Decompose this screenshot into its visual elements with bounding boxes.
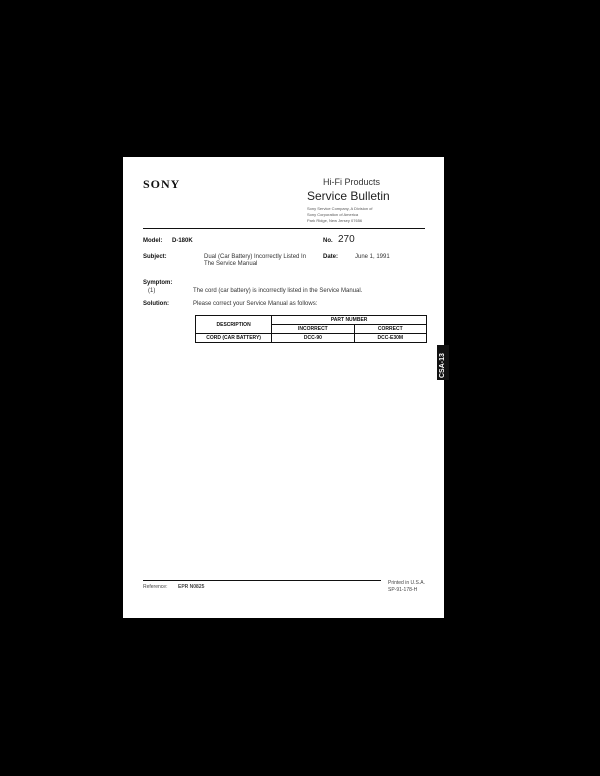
footer-print-note: Printed in U.S.A. (388, 580, 425, 586)
sony-logo: SONY (143, 177, 181, 191)
subject-label: Subject: (143, 254, 167, 260)
reference-value: EPR N0825 (178, 584, 205, 590)
correct-header: CORRECT (354, 325, 426, 334)
footer-code: SP-91-178-H (388, 587, 418, 593)
notice-line: Park Ridge, New Jersey 07656 (307, 218, 363, 223)
notice-line: Sony Corporation of America (307, 212, 359, 217)
symptom-label: Symptom: (143, 280, 173, 286)
product-line: Hi-Fi Products (323, 177, 381, 187)
date-label: Date: (323, 254, 339, 260)
no-label: No. (323, 238, 333, 244)
incorrect-header: INCORRECT (272, 325, 354, 334)
bulletin-number: 270 (338, 234, 355, 245)
subject-value: The Service Manual (204, 261, 258, 267)
description-header: DESCRIPTION (196, 316, 272, 334)
solution-text: Please correct your Service Manual as follows: (193, 301, 318, 307)
header-rule (143, 228, 425, 229)
footer-rule (143, 580, 381, 581)
table-row (196, 334, 427, 343)
side-code: CSA-13 (439, 353, 446, 378)
notice-line: Sony Service Company, A Division of (307, 206, 373, 211)
solution-label: Solution: (143, 301, 169, 307)
side-category: Discman (439, 314, 446, 342)
subject-value: Dual (Car Battery) Incorrectly Listed In (204, 254, 307, 260)
parts-table (195, 315, 427, 343)
row-incorrect: DCC-90 (272, 334, 354, 343)
part-number-header: PART NUMBER (272, 316, 427, 325)
row-correct: DCC-E30M (354, 334, 426, 343)
side-code-tab (437, 345, 449, 380)
doc-type: Service Bulletin (307, 189, 390, 203)
side-index (437, 300, 449, 390)
date-value: June 1, 1991 (355, 254, 390, 260)
model-label: Model: (143, 238, 163, 244)
model-value: D-180K (172, 238, 193, 244)
symptom-text: The cord (car battery) is incorrectly listed in the Service Manual. (193, 288, 363, 294)
symptom-index: (1) (148, 288, 156, 294)
row-description: CORD (CAR BATTERY) (196, 334, 272, 343)
bulletin-page (123, 157, 444, 618)
reference-label: Reference: (143, 584, 168, 590)
